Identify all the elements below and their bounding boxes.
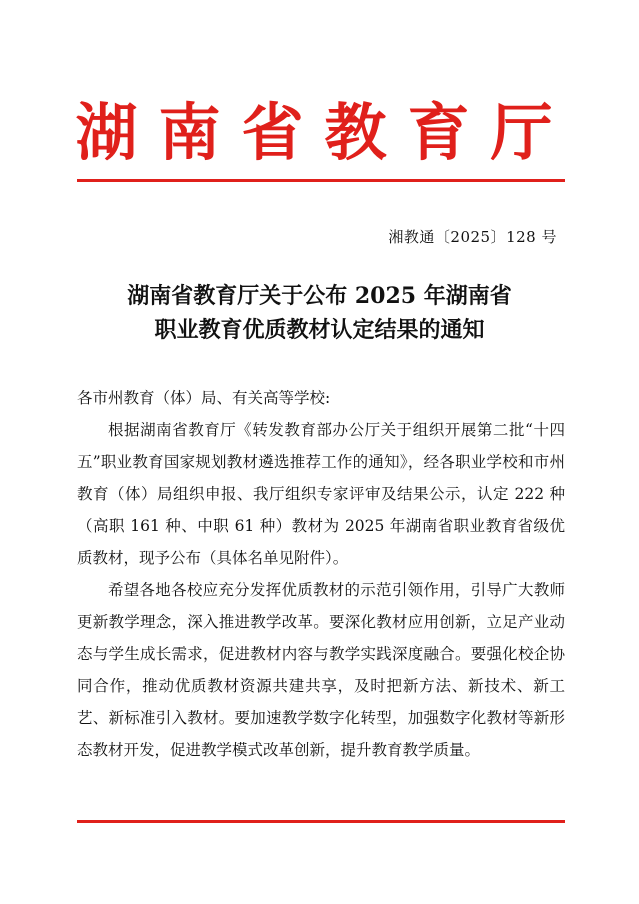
footer-red-rule [77, 820, 565, 823]
title-line-2: 职业教育优质教材认定结果的通知 [154, 317, 485, 343]
addressee: 各市州教育（体）局、有关高等学校: [77, 389, 331, 407]
document-number: 湘教通〔2025〕128 号 [388, 228, 557, 246]
document-body [77, 382, 565, 766]
body-paragraph-1: 根据湖南省教育厅《转发教育部办公厅关于组织开展第二批“十四五”职业教育国家规划教材遴选推荐工作的通知》，经各职业学校和市州教育（体）局组织申报、我厅组织专家评审及结果公示，认定 222 种（高职 161 种、中职 61 种）教材为 2025 年湖南省职业教育省级优质教材，现予公布（具体名单见附件）。 [77, 421, 565, 567]
body-paragraph-2: 希望各地各校应充分发挥优质教材的示范引领作用，引导广大教师更新教学理念，深入推进教学改革。要深化教材应用创新，立足产业动态与学生成长需求，促进教材内容与教学实践深度融合。要强化校企协同合作，推动优质教材资源共建共享，及时把新方法、新技术、新工艺、新标准引入教材。要加速教学数字化转型，加强数字化教材等新形态教材开发，促进教学模式改革创新，提升教育教学质量。 [77, 581, 565, 759]
masthead-organization-name: 湖南省教育厅 [75, 96, 574, 169]
masthead-red-rule [77, 179, 565, 182]
document-title [0, 279, 639, 347]
title-line-1: 湖南省教育厅关于公布 2025 年湖南省 [127, 283, 512, 309]
